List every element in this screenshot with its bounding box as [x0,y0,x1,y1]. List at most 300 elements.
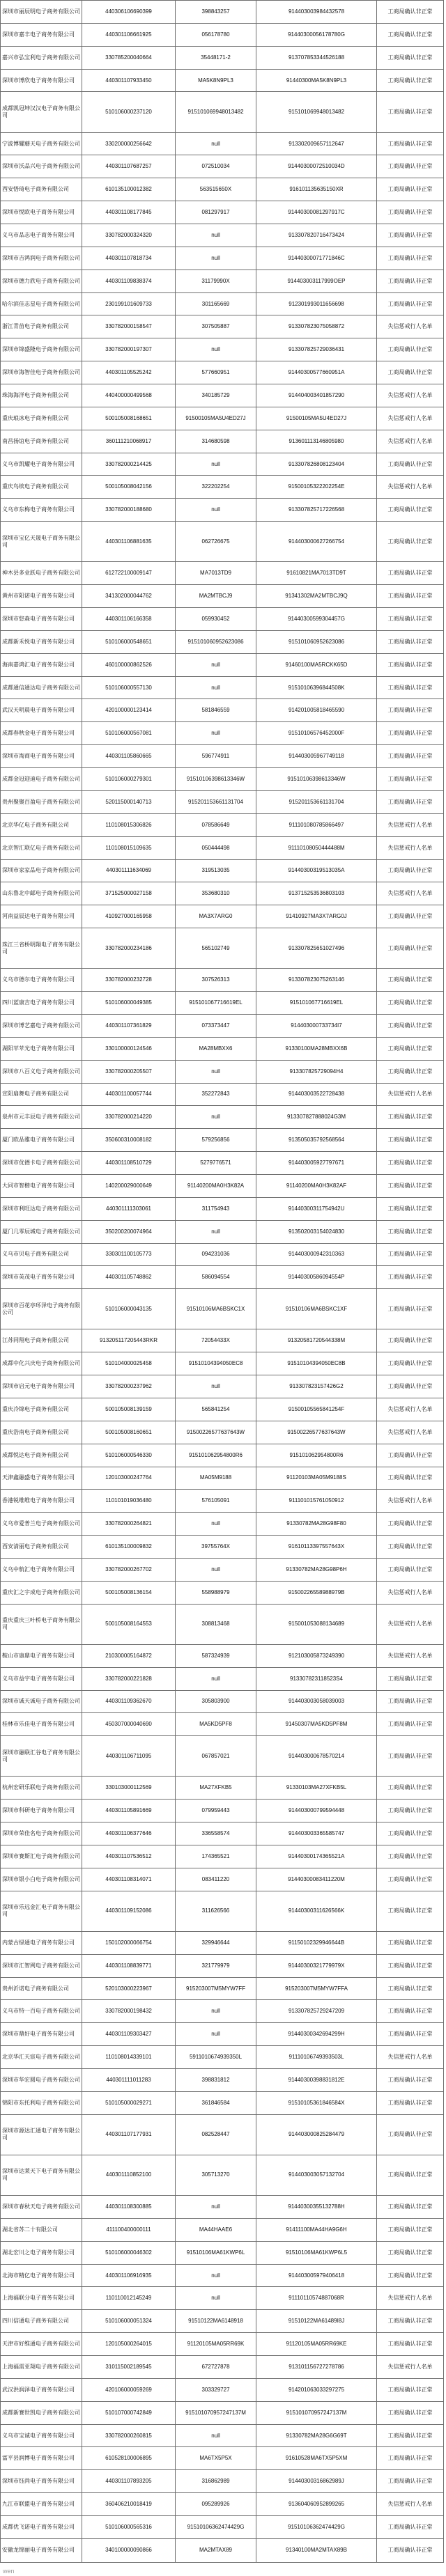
company-name-cell: 河南益辰达电子商务有限公司 [1,905,82,928]
credit-code-cell: 914403000678570214 [256,1736,377,1777]
table-row [1,2046,444,2069]
company-name-cell: 深圳市汇智网电子商务有限公司 [1,1954,82,1977]
table-row [1,1289,444,1329]
status-type-cell: 工商局确认非正常 [377,1037,444,1060]
table-row [1,46,444,69]
registration-number-cell: 330782000205507 [82,1060,176,1083]
credit-code-cell: 914403003984432578 [256,1,377,24]
credit-code-cell: 91610821MA7013TD9T [256,562,377,585]
table-row [1,2378,444,2401]
org-code-cell: null [176,676,256,699]
company-name-cell: 成都优飞诺电子商务有限公司 [1,2516,82,2539]
company-name-cell: 武汉天明晨电子商务有限公司 [1,699,82,722]
registration-number-cell: 440301107893205 [82,2470,176,2493]
company-name-cell: 深圳市荣佳名电子商务有限公司 [1,1822,82,1845]
credit-code-cell: 91440300174365521A [256,1845,377,1868]
registration-number-cell: 440306106690399 [82,1,176,24]
credit-code-cell: 913707853344526188 [256,46,377,69]
registration-number-cell: 110108015109635 [82,836,176,859]
registration-number-cell: 440301106711095 [82,1736,176,1777]
credit-code-cell: 91330782MA28G98F80 [256,1513,377,1536]
credit-code-cell: 914201063033297275 [256,2378,377,2401]
status-type-cell: 工商局确认非正常 [377,2218,444,2241]
status-type-cell: 工商局确认非正常 [377,270,444,292]
table-row [1,1037,444,1060]
company-name-cell: 重庆汇之宇成电子商务有限公司 [1,1581,82,1604]
table-row [1,1375,444,1398]
company-name-cell: 海南嘉鸿汇电子商务有限公司 [1,653,82,676]
credit-code-cell: 915203007M5MYW7FFA [256,1977,377,2000]
table-row [1,178,444,201]
company-name-cell: 桂林市乐佳电子商务有限公司 [1,1713,82,1736]
status-type-cell: 工商局确认非正常 [377,1152,444,1175]
org-code-cell: null [176,224,256,247]
table-row [1,2114,444,2155]
company-name-cell: 贵州沂诺电子商务有限公司 [1,1977,82,2000]
registration-number-cell: 340100000090866 [82,2538,176,2562]
status-type-cell: 失信惩戒行人名单 [377,476,444,499]
company-name-cell: 义乌市特一百电子商务有限公司 [1,2000,82,2023]
registration-number-cell: 460100000862526 [82,653,176,676]
org-code-cell: 558988979 [176,1581,256,1604]
org-code-cell: null [176,247,256,270]
credit-code-cell: 914404003401857290 [256,384,377,407]
org-code-cell: null [176,453,256,476]
status-type-cell: 工商局确认非正常 [377,2401,444,2424]
company-name-cell: 鞍山市康鼎电子商务有限公司 [1,1644,82,1667]
credit-code-cell: 91500226558988979B [256,1581,377,1604]
credit-code-cell: 915101062954800R6 [256,1444,377,1467]
status-type-cell: 工商局确认非正常 [377,699,444,722]
status-type-cell: 工商局确认非正常 [377,1014,444,1037]
table-row [1,2196,444,2219]
company-name-cell: 上海福雷亚翔电子商务有限公司 [1,2356,82,2379]
table-row [1,1014,444,1037]
registration-number-cell: 440301105748862 [82,1266,176,1289]
registration-number-cell: 330782000234186 [82,928,176,969]
registration-number-cell: 330782000260815 [82,2424,176,2447]
status-type-cell: 工商局确认非正常 [377,2516,444,2539]
company-name-cell: 香港锐维维电子商务有限公司 [1,1490,82,1513]
table-row [1,859,444,882]
status-type-cell: 工商局确认非正常 [377,2310,444,2333]
company-name-cell: 成都凯冠坤汉汉电子商务有限公司 [1,92,82,132]
credit-code-cell: 913307823118523S4 [256,1667,377,1690]
table-row [1,836,444,859]
company-name-cell: 湖阳苹苹光电子商务有限公司 [1,1037,82,1060]
table-row [1,2470,444,2493]
company-name-cell: 嘉兴市弘宝利电子商务有限公司 [1,46,82,69]
company-name-cell: 黄州市阳诺电子商务有限公司 [1,585,82,608]
registration-number-cell: 440301109838374 [82,270,176,292]
org-code-cell: null [176,2264,256,2287]
status-type-cell: 工商局确认非正常 [377,1197,444,1220]
table-row [1,2538,444,2562]
status-type-cell: 工商局确认非正常 [377,1868,444,1891]
registration-number-cell: 420100000123414 [82,699,176,722]
registration-number-cell: 440301107687257 [82,155,176,178]
company-name-cell: 神木县多业跃电子商务有限公司 [1,562,82,585]
credit-code-cell: 91110110574887068R [256,2287,377,2310]
company-name-cell: 深圳市赛斯汇电子商务有限公司 [1,1845,82,1868]
table-row [1,562,444,585]
table-row [1,407,444,430]
status-type-cell: 工商局确认非正常 [377,1174,444,1197]
org-code-cell: 563515650X [176,178,256,201]
registration-number-cell: 420106000059269 [82,2378,176,2401]
org-code-cell: 915101067716619EL [176,992,256,1015]
company-name-cell: 江苏同翔电子商务有限公司 [1,1329,82,1352]
org-code-cell: 361846584 [176,2091,256,2114]
org-code-cell: 079959443 [176,1800,256,1822]
org-code-cell: 915201153661131704 [176,790,256,813]
table-row [1,1220,444,1243]
registration-number-cell: 310115002189545 [82,2356,176,2379]
status-type-cell: 工商局确认非正常 [377,2424,444,2447]
org-code-cell: null [176,1667,256,1690]
company-name-cell: 深圳市丽辰明电子商务有限公司 [1,1,82,24]
registration-number-cell: 330782000188680 [82,499,176,522]
org-code-cell: 307505887 [176,315,256,338]
status-type-cell: 失信惩戒行人名单 [377,1604,444,1644]
credit-code-cell: 913307823075058872 [256,315,377,338]
status-type-cell: 工商局确认非正常 [377,1931,444,1954]
company-name-cell: 天津市好维通电子商务有限公司 [1,2333,82,2356]
table-row [1,1977,444,2000]
registration-number-cell: 500105008136154 [82,1581,176,1604]
org-code-cell: null [176,2424,256,2447]
company-name-cell: 成都中化兴庆电子商务有限公司 [1,1352,82,1375]
company-name-cell: 深圳市八百义电子商务有限公司 [1,1060,82,1083]
table-row [1,992,444,1015]
org-code-cell: 311626566 [176,1891,256,1931]
org-code-cell: 398843257 [176,1,256,24]
credit-code-cell: 914403003057132704 [256,2155,377,2195]
table-row [1,1129,444,1152]
status-type-cell: 工商局确认非正常 [377,1713,444,1736]
table-row [1,1891,444,1931]
table-row [1,338,444,361]
credit-code-cell: 91330782MA28G98P6H [256,1558,377,1581]
org-code-cell: 352272843 [176,1083,256,1106]
company-name-cell: 锦阳市东托利电子商务有限公司 [1,2091,82,2114]
table-row [1,1604,444,1644]
table-row [1,2516,444,2539]
company-name-cell: 哈尔滨佳志星电子商务有限公司 [1,292,82,315]
status-type-cell: 工商局确认非正常 [377,453,444,476]
credit-code-cell: 91120105MA05RR69KE [256,2333,377,2356]
credit-code-cell: 913307827888024G3M [256,1106,377,1129]
org-code-cell: 915101070957247137M [176,2401,256,2424]
credit-code-cell: 91440300MA5K8N9PL3 [256,69,377,92]
registration-number-cell: 510106000279301 [82,768,176,791]
org-code-cell: MA5K8N9PL3 [176,69,256,92]
credit-code-cell: 914403005927797671 [256,1152,377,1175]
org-code-cell: null [176,1220,256,1243]
watermark: wen [3,2568,15,2575]
registration-number-cell: 330782000197307 [82,338,176,361]
status-type-cell: 工商局确认非正常 [377,338,444,361]
credit-code-cell: 914403003522728438 [256,1083,377,1106]
table-row [1,92,444,132]
credit-code-cell: 91440300398831812E [256,2069,377,2092]
org-code-cell: 587324939 [176,1644,256,1667]
credit-code-cell: 915001053088134689 [256,1604,377,1644]
credit-code-cell: 91510106398613346W [256,768,377,791]
company-name-cell: 九江市联盟电子商务有限公司 [1,2493,82,2516]
org-code-cell: null [176,1375,256,1398]
registration-number-cell: 360111210068917 [82,430,176,453]
credit-code-cell: 915201153661131704 [256,790,377,813]
company-name-cell: 成都春秋金电子商务有限公司 [1,722,82,745]
status-type-cell: 工商局确认非正常 [377,1220,444,1243]
registration-number-cell: 330200000256642 [82,132,176,155]
credit-code-cell: 91440300355132788H [256,2196,377,2219]
org-code-cell: 336558574 [176,1822,256,1845]
status-type-cell: 工商局确认非正常 [377,928,444,969]
credit-code-cell: 914403003117999OEP [256,270,377,292]
table-row [1,790,444,813]
table-row [1,676,444,699]
credit-code-cell: 914403000942310363 [256,1243,377,1266]
registration-number-cell: 440301105860665 [82,745,176,768]
status-type-cell: 工商局确认非正常 [377,1891,444,1931]
table-row [1,1713,444,1736]
org-code-cell: 316862989 [176,2470,256,2493]
registration-number-cell: 440301107361829 [82,1014,176,1037]
credit-code-cell: 91510105361846584X [256,2091,377,2114]
org-code-cell: 083411220 [176,1868,256,1891]
credit-code-cell: 91140200MA0H3K82AF [256,1174,377,1197]
credit-code-cell: 913307820716473424 [256,224,377,247]
org-code-cell: 303329727 [176,2378,256,2401]
org-code-cell: 577660951 [176,361,256,384]
registration-number-cell: 330100000124546 [82,1037,176,1060]
status-type-cell: 工商局确认非正常 [377,1822,444,1845]
registration-number-cell: 510106000049385 [82,992,176,1015]
credit-code-cell: 91610528MA6TX5P5XM [256,2447,377,2470]
registration-number-cell: 440400000499568 [82,384,176,407]
org-code-cell: null [176,2000,256,2023]
registry-table-body [1,1,444,2563]
company-name-cell: 义乌市贝电子商务有限公司 [1,1243,82,1266]
org-code-cell: 308813468 [176,1604,256,1644]
company-name-cell: 泉州市元丰辰电子商务有限公司 [1,1106,82,1129]
status-type-cell: 工商局确认非正常 [377,790,444,813]
status-type-cell: 工商局确认非正常 [377,224,444,247]
company-name-cell: 义乌市东梅电子商务有限公司 [1,499,82,522]
org-code-cell: 307526313 [176,969,256,992]
org-code-cell: 398831812 [176,2069,256,2092]
status-type-cell: 工商局确认非正常 [377,745,444,768]
org-code-cell: null [176,1060,256,1083]
company-name-cell: 南昌扬谊电子商务有限公司 [1,430,82,453]
table-row [1,2333,444,2356]
credit-code-cell: 91320581720544338M [256,1329,377,1352]
status-type-cell: 失信惩戒行人名单 [377,813,444,836]
registration-number-cell: 440301105525242 [82,361,176,384]
credit-code-cell: 912301993011656698 [256,292,377,315]
company-name-cell: 西安悟琦电子商务有限公司 [1,178,82,201]
credit-code-cell: 91440300072510034D [256,155,377,178]
status-type-cell: 工商局确认非正常 [377,676,444,699]
org-code-cell: 305803900 [176,1690,256,1713]
org-code-cell: 311754943 [176,1197,256,1220]
registration-number-cell: 330782000324320 [82,224,176,247]
org-code-cell: MA44HAAE6 [176,2218,256,2241]
credit-code-cell: 913601113146805980 [256,430,377,453]
org-code-cell: 915203007M5MYW7FF [176,1977,256,2000]
credit-code-cell: 91110108050444488M [256,836,377,859]
status-type-cell: 工商局确认非正常 [377,1129,444,1152]
org-code-cell: 081297917 [176,201,256,224]
credit-code-cell: 913505035792568564 [256,1129,377,1152]
registration-number-cell: 510106000567081 [82,722,176,745]
company-name-cell: 深圳市启元电子商务有限公司 [1,1375,82,1398]
company-name-cell: 深圳市优德卡电子商务有限公司 [1,1152,82,1175]
status-type-cell: 工商局确认非正常 [377,969,444,992]
status-type-cell: 失信惩戒行人名单 [377,384,444,407]
credit-code-cell: 91510106362474429G [256,2516,377,2539]
table-row [1,905,444,928]
status-type-cell: 失信惩戒行人名单 [377,407,444,430]
credit-code-cell: 91341302MA2MTBCJ9Q [256,585,377,608]
status-type-cell: 工商局确认非正常 [377,1954,444,1977]
credit-code-cell: 91500105MA5U4ED27J [256,407,377,430]
registration-number-cell: 341302000044762 [82,585,176,608]
table-row [1,1083,444,1106]
company-name-cell: 贵州聚聚百盈电子商务有限公司 [1,790,82,813]
status-type-cell: 工商局确认非正常 [377,2091,444,2114]
company-name-cell: 深圳市乐远金汇电子商务有限公司 [1,1891,82,1931]
table-row [1,722,444,745]
table-row [1,453,444,476]
org-code-cell: 31179990X [176,270,256,292]
table-row [1,1106,444,1129]
table-row [1,653,444,676]
table-row [1,132,444,155]
company-name-cell: 浙江青苗电子商务有限公司 [1,315,82,338]
org-code-cell: 353680310 [176,882,256,905]
table-row [1,2218,444,2241]
company-name-cell: 深圳市德力欣电子商务有限公司 [1,270,82,292]
status-type-cell: 工商局确认非正常 [377,2538,444,2562]
table-row [1,2356,444,2379]
credit-code-cell: 91440300311626566K [256,1891,377,1931]
registration-number-cell: 500105008164553 [82,1604,176,1644]
org-code-cell: 576105091 [176,1490,256,1513]
credit-code-cell: 91500105565841254F [256,1398,377,1421]
table-row [1,745,444,768]
org-code-cell: 305713270 [176,2155,256,2195]
org-code-cell: 91510104394050EC8 [176,1352,256,1375]
company-name-cell: 深圳市家家品电子商务有限公司 [1,859,82,882]
status-type-cell: 工商局确认非正常 [377,2378,444,2401]
registration-number-cell: 110101019036480 [82,1490,176,1513]
org-code-cell: null [176,1513,256,1536]
company-name-cell: 深圳市沃品兴电子商务有限公司 [1,155,82,178]
table-row [1,1,444,24]
status-type-cell: 工商局确认非正常 [377,155,444,178]
company-name-cell: 武汉洪润泽电子商务有限公司 [1,2378,82,2401]
status-type-cell: 工商局确认非正常 [377,1667,444,1690]
registration-number-cell: 440301107536512 [82,1845,176,1868]
org-code-cell: 094231036 [176,1243,256,1266]
company-name-cell: 重庆琅冰电子商务有限公司 [1,407,82,430]
org-code-cell: 565841254 [176,1398,256,1421]
status-type-cell: 工商局确认非正常 [377,2023,444,2046]
credit-code-cell: 91510104394050EC8B [256,1352,377,1375]
table-row [1,315,444,338]
org-code-cell: 322202254 [176,476,256,499]
registration-number-cell: 150102000066754 [82,1931,176,1954]
credit-code-cell: 915101060952623086 [256,630,377,653]
status-type-cell: 工商局确认非正常 [377,905,444,928]
org-code-cell: null [176,499,256,522]
company-name-cell: 宣阳扇舞电子商务有限公司 [1,1083,82,1106]
credit-code-cell: 911101080785866497 [256,813,377,836]
table-row [1,2310,444,2333]
table-row [1,69,444,92]
status-type-cell: 失信惩戒行人名单 [377,1083,444,1106]
credit-code-cell: 913307823157426G2 [256,1375,377,1398]
registration-number-cell: 500105008042156 [82,476,176,499]
table-row [1,2155,444,2195]
registration-number-cell: 110108015306826 [82,813,176,836]
registration-number-cell: 500105008139159 [82,1398,176,1421]
registration-number-cell: 360406210018419 [82,2493,176,2516]
credit-code-cell: 91440300311754942U [256,1197,377,1220]
status-type-cell: 失信惩戒行人名单 [377,1490,444,1513]
company-name-cell: 深圳市锦盛隆电子商务有限公司 [1,338,82,361]
credit-code-cell: 91411100MA44HA9G6H [256,2218,377,2241]
credit-code-cell: 91440300081297917C [256,201,377,224]
credit-code-cell: 91340100MA2MTAX89B [256,2538,377,2562]
org-code-cell: 581846559 [176,699,256,722]
registration-number-cell: 440301106661925 [82,23,176,46]
company-name-cell: 宁波博耀蘑天电子商务有限公司 [1,132,82,155]
registration-number-cell: 520103000223967 [82,1977,176,2000]
credit-code-cell: 91440300577660951A [256,361,377,384]
status-type-cell: 失信惩戒行人名单 [377,2356,444,2379]
registration-number-cell: 350200200074964 [82,1220,176,1243]
company-name-cell: 深圳市百花亭环泽电子商务有限公司 [1,1289,82,1329]
table-row [1,23,444,46]
table-row [1,224,444,247]
table-row [1,2287,444,2310]
registration-number-cell: 500105008168651 [82,407,176,430]
org-code-cell: 319513035 [176,859,256,882]
company-name-cell: 大同市智楷电子商务有限公司 [1,1174,82,1197]
org-code-cell: null [176,722,256,745]
credit-code-cell: 914403003058039003 [256,1690,377,1713]
company-name-cell: 深圳市达莱天下电子商务有限公司 [1,2155,82,2195]
registration-number-cell: 440301108300885 [82,2196,176,2219]
company-name-cell: 深圳市融联汇谷电子商务有限公司 [1,1736,82,1777]
status-type-cell: 工商局确认非正常 [377,1375,444,1398]
credit-code-cell: 91440300599304457G [256,608,377,631]
company-name-cell: 北京华亿电子商务有限公司 [1,813,82,836]
org-code-cell: MA7013TD9 [176,562,256,585]
table-row [1,476,444,499]
credit-code-cell: 913307823075263146 [256,969,377,992]
table-row [1,430,444,453]
company-name-cell: 厦门几零辰城电子商务有限公司 [1,1220,82,1243]
table-row [1,1444,444,1467]
status-type-cell: 工商局确认非正常 [377,2155,444,2195]
registration-number-cell: 510106000565316 [82,2516,176,2539]
company-name-cell: 义乌市品志电子商务有限公司 [1,224,82,247]
